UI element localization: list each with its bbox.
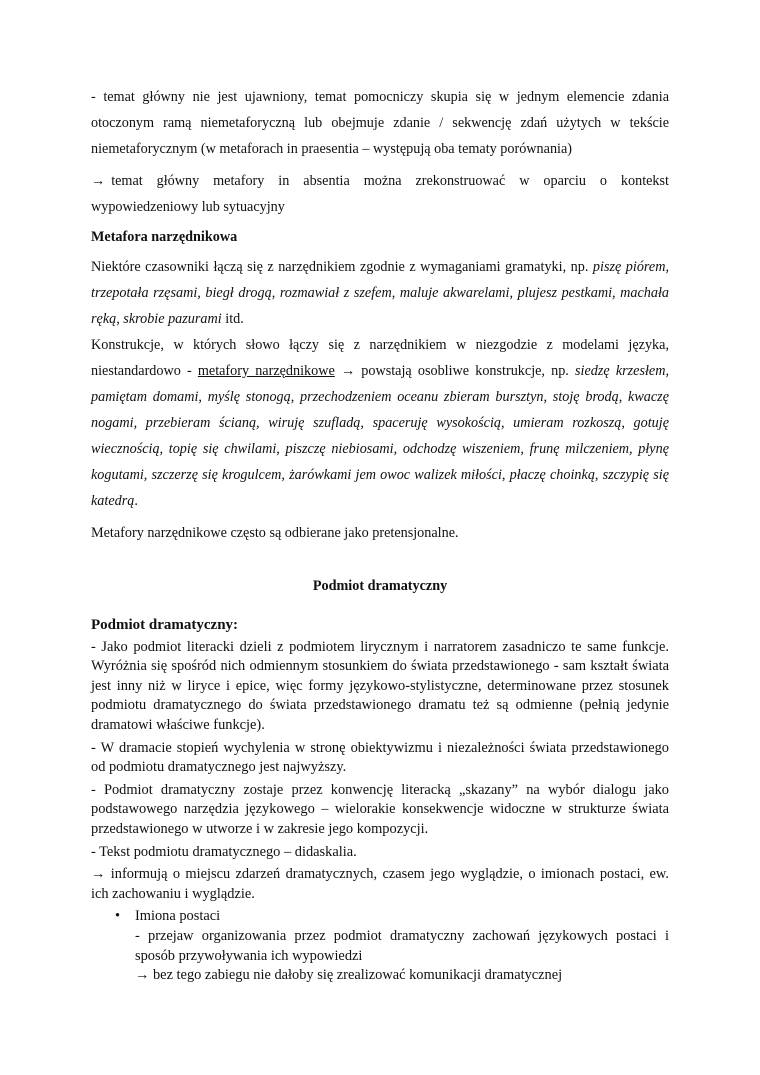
document-page xyxy=(91,84,669,986)
paragraph-obiektywizm: - W dramacie stopień wychylenia w stronę obiektywizmu i niezależności świata przedstawionego od podmiotu dramatycznego jest najwyższy. xyxy=(91,739,669,776)
bullet-arrow-line xyxy=(91,966,669,986)
paragraph-in-absentia-text: temat główny metafory in absentia można zrekonstruować w oparciu o kontekst wypowiedzeniowy lub sytuacyjny xyxy=(91,173,669,215)
bullet-icon: • xyxy=(115,908,121,925)
section-title-podmiot-dramatyczny: Podmiot dramatyczny xyxy=(312,578,448,594)
bullet-item-label: Imiona postaci xyxy=(135,908,221,925)
list-item xyxy=(91,907,669,927)
paragraph-konstrukcje xyxy=(91,332,669,514)
paragraph-dialog: - Podmiot dramatyczny zostaje przez konwencję literacką „skazany” na wybór dialogu jako podstawowego narzędzia językowego – wielorakie konsekwencje widoczne w strukturze świata przedstawionego w utworze i w zakresie jego kompozycji. xyxy=(91,781,669,837)
czasowniki-examples: piszę piórem, trzepotała rzęsami, biegł drogą, rozmawiał z szefem, maluje akwarelami, plujesz pestkami, machała ręką, skrobie pazurami xyxy=(91,259,670,327)
paragraph-didaskalia: - Tekst podmiotu dramatycznego – didaskalia. xyxy=(91,843,357,860)
heading-metafora-narzednikowa: Metafora narzędnikowa xyxy=(91,229,238,245)
paragraph-informuja xyxy=(91,865,669,904)
paragraph-podmiot-literacki: - Jako podmiot literacki dzieli z podmiotem lirycznym i narratorem zasadniczo te same funkcje. Wyróżnia się spośród nich odmiennym stosunkiem do świata przedstawionego - sam kształt świata jest inny niż w liryce i epice, więc formy językowo-stylistyczne, determinowane przez stosunek podmiotu dramatycznego do świata przedstawionego dramatu też są odmienne (pełnią jedynie dramatowi właściwe funkcje). xyxy=(91,638,669,733)
czasowniki-end: itd. xyxy=(221,311,244,327)
informuja-text: informują o miejscu zdarzeń dramatycznych, czasem jego wyglądzie, o imionach postaci, ew. ich zachowaniu i wyglądzie. xyxy=(91,866,669,902)
term-metafory-narzednikowe: metafory narzędnikowe xyxy=(197,363,335,379)
czasowniki-intro: Niektóre czasowniki łączą się z narzędnikiem zgodnie z wymaganiami gramatyki, np. xyxy=(91,259,593,275)
paragraph-pretensjonalne: Metafory narzędnikowe często są odbierane jako pretensjonalne. xyxy=(91,525,459,541)
paragraph-czasowniki xyxy=(91,254,669,332)
bullet-arrow-text: bez tego zabiegu nie dałoby się zrealizować komunikacji dramatycznej xyxy=(149,967,563,984)
arrow-right-icon: → xyxy=(91,173,106,189)
paragraph-in-absentia xyxy=(91,168,669,220)
konstrukcje-intro: Konstrukcje, w których słowo łączy się z narzędnikiem w niezgodzie z modelami języka, niestandardowo - xyxy=(91,337,669,379)
konstrukcje-mid: powstają osobliwe konstrukcje, np. xyxy=(355,363,576,379)
konstrukcje-examples: siedzę krzesłem, pamiętam domami, myślę stonogą, przechodzeniem oceanu zbieram bursztyn, stoję brodą, kwaczę nogami, przebieram ścianą, wiruję szufladą, spaceruję wysokością, umieram rozkoszą, gotuję wiecznością, topię się chwilami, piszczę niebiosami, odchodzę wiszeniem, frunę milczeniem, płynę kogutami, szczerzę się krogulcem, żarówkami jem owoc walizek miłości, płaczę choinką, szczypię się katedrą xyxy=(91,363,670,509)
arrow-right-icon: → xyxy=(91,866,106,883)
bullet-list xyxy=(91,907,669,927)
paragraph-temat-glowny: - temat główny nie jest ujawniony, temat pomocniczy skupia się w jednym elemencie zdania otoczonym ramą niemetaforyczną lub obejmuje zdanie / sekwencję zdań użytych w tekście niemetaforycznym (w metaforach in praesentia – występują oba tematy porównania) xyxy=(91,89,669,157)
arrow-right-icon: → xyxy=(135,967,150,984)
arrow-right-icon: → xyxy=(340,363,356,379)
konstrukcje-end: . xyxy=(134,493,138,509)
subheading-podmiot-dramatyczny: Podmiot dramatyczny: xyxy=(91,617,239,633)
bullet-description: - przejaw organizowania przez podmiot dramatyczny zachowań językowych postaci i sposób przywoływania ich wypowiedzi xyxy=(135,927,669,964)
